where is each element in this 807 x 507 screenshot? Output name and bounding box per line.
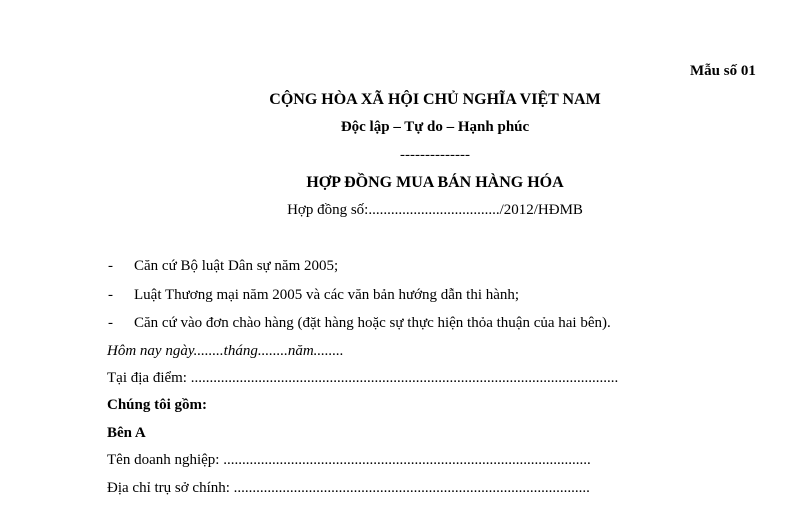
head-office-line: Địa chỉ trụ sở chính: ............................................................................................... [107, 480, 590, 496]
bullet-dash: - [108, 287, 113, 303]
basis-text: Căn cứ vào đơn chào hàng (đặt hàng hoặc sự thực hiện thỏa thuận của hai bên). [134, 315, 611, 331]
motto: Độc lập – Tự do – Hạnh phúc [340, 119, 530, 135]
basis-text: Căn cứ Bộ luật Dân sự năm 2005; [134, 258, 339, 274]
bullet-dash: - [108, 258, 113, 274]
bullet-dash: - [108, 315, 113, 331]
location-line: Tại địa điểm: .................................................................................................................. [107, 370, 619, 386]
contract-title: HỢP ĐỒNG MUA BÁN HÀNG HÓA [306, 174, 564, 191]
basis-text: Luật Thương mại năm 2005 và các văn bản hướng dẫn thi hành; [134, 287, 520, 303]
contract-number: Hợp đồng số:.................................../2012/HĐMB [287, 202, 583, 218]
date-line: Hôm nay ngày........tháng........năm........ [107, 343, 344, 359]
form-number: Mẫu số 01 [690, 63, 756, 79]
parties-heading: Chúng tôi gồm: [107, 397, 208, 413]
nation-heading: CỘNG HÒA XÃ HỘI CHỦ NGHĨA VIỆT NAM [269, 91, 601, 108]
party-a-heading: Bên A [107, 425, 146, 441]
company-name-line: Tên doanh nghiệp: .................................................................................................. [107, 452, 591, 468]
separator-line: -------------- [400, 147, 470, 163]
